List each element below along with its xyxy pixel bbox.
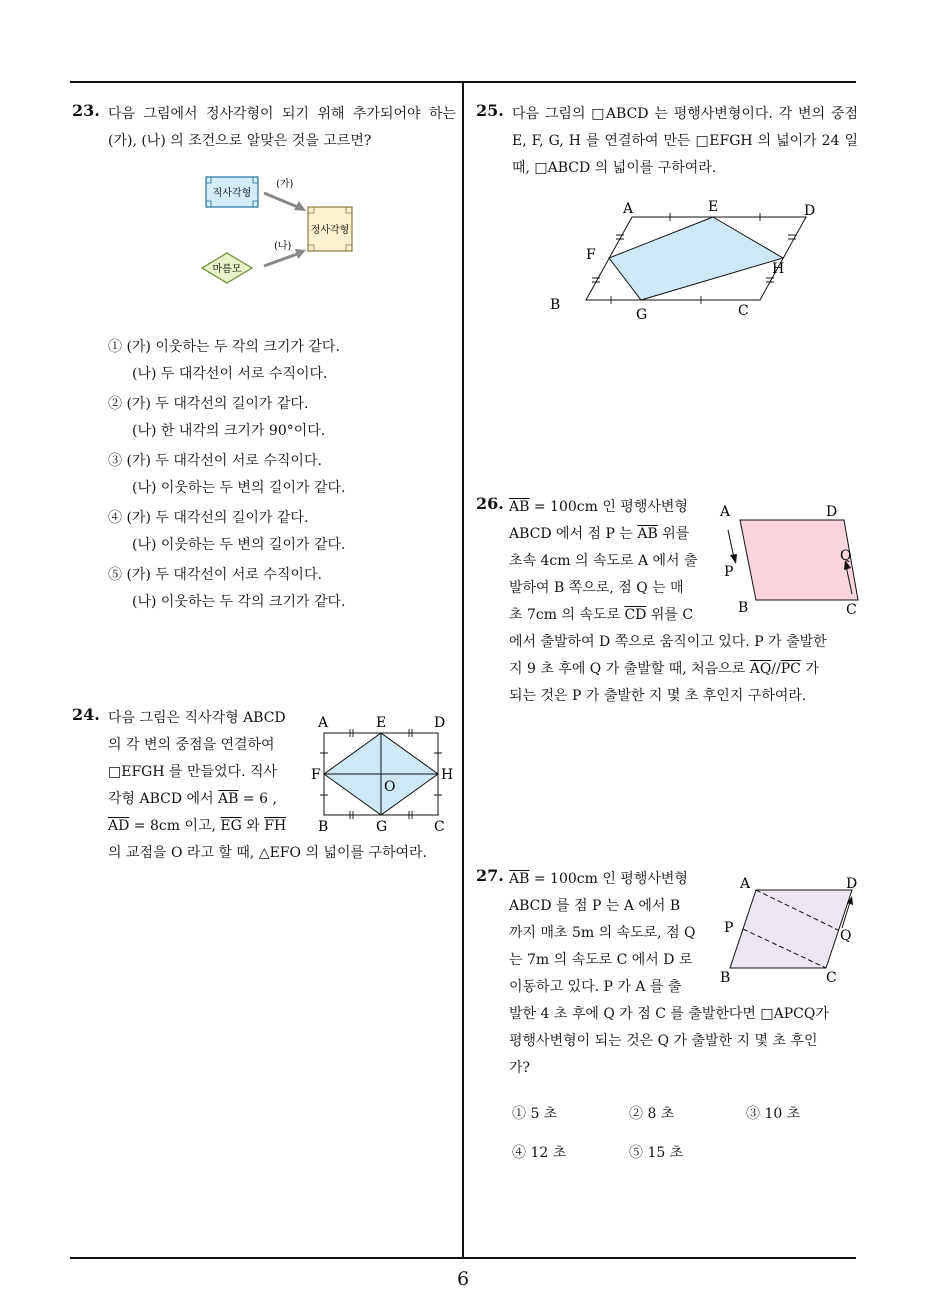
text-line-1: $\overline{AB} = 100cm$ 인 평행사변형 [509, 499, 688, 515]
label-G: G [376, 819, 388, 835]
label-C: C [826, 970, 837, 986]
problem-text: 다음 그림의 □ABCD 는 평행사변형이다. 각 변의 중점 E, F, G, H 를 연결하여 만든 □EFGH 의 넓이가 24 일 때, □ABCD 의 넓이를 구하여라. [512, 106, 858, 176]
text-line-2: ABCD 를 점 P 는 A 에서 B [509, 898, 681, 914]
problem-number: 23. [72, 101, 100, 120]
text-line-8: 되는 것은 P 가 출발한 지 몇 초 후인지 구하여라. [509, 688, 807, 704]
problem-26 [476, 494, 862, 704]
label-H: H [441, 767, 454, 783]
label-G: G [636, 307, 648, 323]
label-H: H [772, 261, 785, 277]
label-Q: Q [840, 928, 852, 944]
text-line-4: 는 7m 의 속도로 C 에서 D 로 [509, 952, 693, 968]
label-D: D [804, 203, 816, 219]
page-number: 6 [456, 1268, 470, 1290]
option-4[interactable]: ④ (가) 두 대각선의 길이가 같다. [108, 510, 309, 526]
text-line-1: $\overline{AB} = 100cm$ 인 평행사변형 [509, 871, 688, 887]
problem-number: 24. [72, 705, 100, 724]
text-line-3: 까지 매초 5m 의 속도로, 점 Q [509, 925, 696, 941]
label-D: D [434, 715, 446, 731]
square-label: 정사각형 [310, 225, 350, 236]
option-4-b: (나) 이웃하는 두 변의 길이가 같다. [132, 537, 346, 553]
label-C: C [846, 602, 857, 618]
rhombus-label: 마름모 [212, 264, 242, 275]
text-line-4: 각형 ABCD 에서 $\overline{AB} = 6$ , [108, 791, 277, 807]
text-line-3: □EFGH 를 만들었다. 직사 [108, 764, 278, 780]
label-A: A [740, 876, 751, 892]
problem-number: 25. [476, 101, 504, 120]
option-1[interactable]: ① (가) 이웃하는 두 각의 크기가 같다. [108, 339, 340, 355]
rect-label: 직사각형 [212, 188, 252, 199]
label-P: P [724, 564, 734, 580]
text-line-2: ABCD 에서 점 P 는 $\overline{AB}$ 위를 [509, 526, 690, 542]
parallelogram-apcq-diagram [716, 872, 866, 992]
label-E: E [376, 715, 387, 731]
quadrilateral-relation-diagram [200, 171, 400, 301]
arrow-b-label: (나) [274, 241, 292, 252]
option-1[interactable]: ① 5 초 [512, 1106, 558, 1122]
parallelogram-moving-points-diagram [716, 500, 866, 620]
option-3-b: (나) 이웃하는 두 변의 길이가 같다. [132, 480, 346, 496]
label-B: B [738, 600, 749, 616]
text-line-2: 의 각 변의 중점을 연결하여 [108, 737, 275, 753]
parallelogram-midpoint-diagram [548, 197, 848, 327]
text-line-3: 초속 4cm 의 속도로 A 에서 출 [509, 553, 698, 569]
text-line-5: $\overline{AD} = 8cm$ 이고, $\overline{EG}$ 와 $\overline{FH}$ [108, 818, 287, 834]
text-line-7: 평행사변형이 되는 것은 Q 가 출발한 지 몇 초 후인 [509, 1033, 818, 1049]
option-2[interactable]: ② 8 초 [629, 1106, 675, 1122]
label-C: C [434, 819, 445, 835]
option-4[interactable]: ④ 12 초 [512, 1145, 567, 1161]
label-C: C [738, 303, 749, 319]
label-A: A [720, 504, 731, 520]
label-O: O [384, 779, 396, 795]
label-F: F [586, 247, 596, 263]
label-D: D [826, 504, 838, 520]
bottom-rule [70, 1257, 856, 1259]
option-1-b: (나) 두 대각선이 서로 수직이다. [132, 366, 328, 382]
problem-27 [476, 866, 862, 1166]
label-F: F [311, 767, 321, 783]
text-line-5: 이동하고 있다. P 가 A 를 출 [509, 979, 682, 995]
label-B: B [318, 819, 329, 835]
option-5[interactable]: ⑤ 15 초 [629, 1145, 684, 1161]
option-2[interactable]: ② (가) 두 대각선의 길이가 같다. [108, 396, 309, 412]
option-5[interactable]: ⑤ (가) 두 대각선이 서로 수직이다. [108, 567, 322, 583]
label-B: B [720, 970, 731, 986]
text-line-6: 발한 4 초 후에 Q 가 점 C 를 출발한다면 □APCQ가 [509, 1006, 829, 1022]
column-divider [462, 82, 464, 1258]
text-line-5: 초 7cm 의 속도로 $\overline{CD}$ 위를 C [509, 607, 694, 623]
text-line-8: 가? [509, 1060, 531, 1076]
text-line-1: 다음 그림은 직사각형 ABCD [108, 710, 286, 726]
label-B: B [550, 297, 561, 313]
text-line-7: 지 9 초 후에 Q 가 출발할 때, 처음으로 $\overline{AQ}//\overline{PC}$ 가 [509, 661, 819, 677]
problem-23 [72, 101, 458, 621]
label-A: A [318, 715, 329, 731]
option-2-b: (나) 한 내각의 크기가 90°이다. [132, 423, 326, 439]
label-Q: Q [840, 548, 852, 564]
problem-24 [72, 705, 458, 865]
text-line-6: 의 교점을 O 라고 할 때, △EFO 의 넓이를 구하여라. [108, 845, 427, 861]
problem-text: 다음 그림에서 정사각형이 되기 위해 추가되어야 하는 (가), (나) 의 조건으로 알맞은 것을 고르면? [108, 106, 456, 149]
label-E: E [708, 199, 719, 215]
problem-25 [476, 101, 862, 331]
arrow-a-label: (가) [276, 179, 294, 190]
label-P: P [724, 920, 734, 936]
label-A: A [623, 201, 634, 217]
option-3[interactable]: ③ 10 초 [746, 1106, 801, 1122]
problem-number: 26. [476, 494, 504, 513]
label-D: D [846, 876, 858, 892]
text-line-6: 에서 출발하여 D 쪽으로 움직이고 있다. P 가 출발한 [509, 634, 827, 650]
rectangle-midpoint-diagram [310, 711, 460, 835]
option-3[interactable]: ③ (가) 두 대각선이 서로 수직이다. [108, 453, 322, 469]
problem-number: 27. [476, 866, 504, 885]
option-5-b: (나) 이웃하는 두 각의 크기가 같다. [132, 594, 346, 610]
text-line-4: 발하여 B 쪽으로, 점 Q 는 매 [509, 580, 684, 596]
